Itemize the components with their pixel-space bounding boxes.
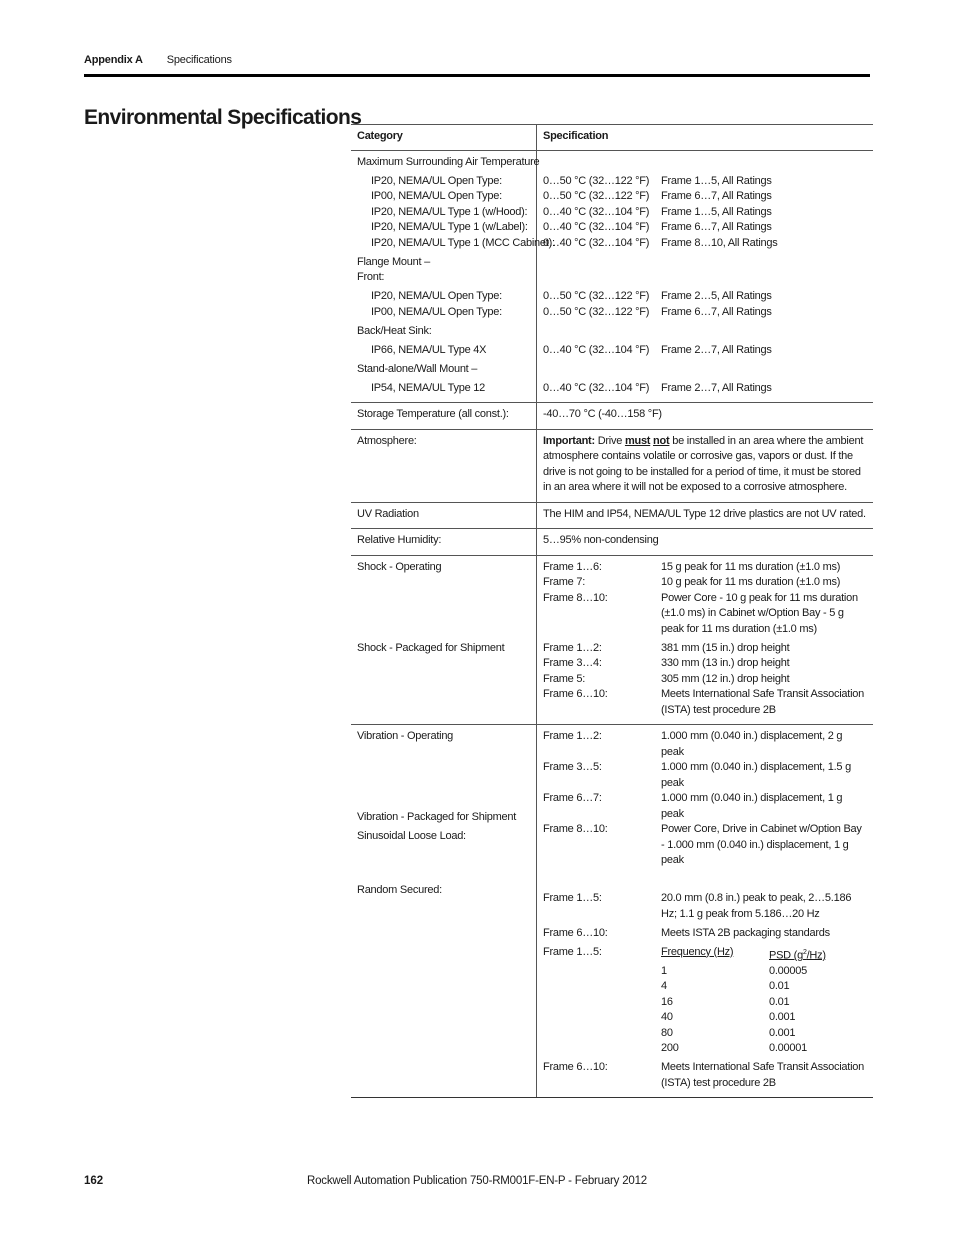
temp-spec-line: 0…50 °C (32…122 °F) Frame 2…5, All Ratings <box>543 290 772 302</box>
vibration-line: Frame 1…2: 1.000 mm (0.040 in.) displacement, 2 g peak <box>543 730 843 758</box>
uv-value: The HIM and IP54, NEMA/UL Type 12 drive plastics are not UV rated. <box>543 507 866 520</box>
page-number: 162 <box>84 1175 104 1187</box>
table-row-shock <box>351 556 873 726</box>
publication-footer: Rockwell Automation Publication 750-RM001F-EN-P - February 2012 <box>306 1175 648 1187</box>
vibration-line: Frame 6…10: Meets International Safe Transit Association (ISTA) test procedure 2B <box>543 1061 865 1089</box>
header-rule <box>84 74 870 77</box>
vibration-line: Frame 3…5: 1.000 mm (0.040 in.) displacement, 1.5 g peak <box>543 761 851 789</box>
running-header <box>84 54 232 66</box>
table-row-temperature <box>351 151 873 404</box>
header-chapter: Specifications <box>166 54 232 66</box>
vibration-spec-cell <box>537 725 873 1097</box>
header-section: Appendix A <box>84 54 143 66</box>
psd-table <box>661 945 867 1057</box>
specifications-table <box>351 124 873 1098</box>
sinusoidal-label: Sinusoidal Loose Load: <box>357 830 466 842</box>
vibration-line: Frame 8…10: Power Core, Drive in Cabinet w/Option Bay - 1.000 mm (0.040 in.) displacement, 1 g peak <box>543 823 862 866</box>
temp-spec-line: 0…50 °C (32…122 °F) Frame 6…7, All Ratings <box>543 190 772 202</box>
psd-row: 1 0.00005 <box>661 964 808 977</box>
table-row-uv <box>351 503 873 530</box>
temp-spec-line: 0…50 °C (32…122 °F) Frame 6…7, All Ratings <box>543 305 772 318</box>
storage-value: -40…70 °C (-40…158 °F) <box>543 408 662 420</box>
shock-line: Frame 8…10: Power Core - 10 g peak for 11 ms duration (±1.0 ms) in Cabinet w/Option Bay - 5 g peak for 11 ms duration (±1.0 ms) <box>543 591 858 635</box>
shock-line: Frame 6…10: Meets International Safe Transit Association (ISTA) test procedure 2B <box>543 688 865 716</box>
psd-row: 200 0.00001 <box>661 1042 808 1055</box>
psd-header: Frequency (Hz) PSD $(g^2/Hz)$ <box>661 945 826 962</box>
shock-shipment-label: Shock - Packaged for Shipment <box>357 641 505 654</box>
temperature-category-cell <box>351 151 555 403</box>
shock-spec-cell <box>537 556 873 725</box>
shock-line: Frame 7: 10 g peak for 11 ms duration (±1.0 ms) <box>543 576 841 588</box>
vibration-category-cell <box>351 725 537 1097</box>
uv-label: UV Radiation <box>351 503 537 529</box>
column-header-category: Category <box>351 125 537 150</box>
table-header-row <box>351 124 873 151</box>
random-secured-label: Random Secured: <box>357 883 442 896</box>
temp-label: IP20, NEMA/UL Open Type: <box>371 290 502 302</box>
temp-label: IP20, NEMA/UL Open Type: <box>371 174 502 187</box>
atmosphere-value: Important: Drive must not be installed in an area where the ambient atmosphere contains volatile or corrosive gas, vapors or dust. If the drive is not going to be installed for a period of time, it must be stored in an area where it will not be exposed to a corrosive atmosphere. <box>543 434 864 493</box>
temp-label: IP66, NEMA/UL Type 4X <box>371 343 487 356</box>
psd-row: 16 0.01 <box>661 995 790 1008</box>
temp-label: IP20, NEMA/UL Type 1 (w/Hood): <box>371 205 528 218</box>
random-secured-spec: Frame 1…5: Frequency (Hz) PSD $(g^2/Hz)$ 1 0.00005 4 0.01 16 0.01 40 0.001 80 0.001 200 0.00001 <box>543 945 867 1057</box>
temp-spec-line: 0…40 °C (32…104 °F) Frame 1…5, All Ratings <box>543 205 772 218</box>
humidity-label: Relative Humidity: <box>351 529 537 555</box>
standalone-title: Stand-alone/Wall Mount – <box>357 362 478 375</box>
vibration-line: Frame 6…10: Meets ISTA 2B packaging standards <box>543 926 830 939</box>
column-header-specification: Specification <box>543 130 609 142</box>
vibration-operating-label: Vibration - Operating <box>357 730 454 742</box>
shock-operating-label: Shock - Operating <box>357 560 442 573</box>
temp-spec-line: 0…50 °C (32…122 °F) Frame 1…5, All Ratings <box>543 174 772 187</box>
table-row-storage <box>351 403 873 430</box>
shock-line: Frame 1…2: 381 mm (15 in.) drop height <box>543 641 790 654</box>
vibration-line: Frame 6…7: 1.000 mm (0.040 in.) displacement, 1 g peak <box>543 792 843 820</box>
front-title: Front: <box>357 271 385 283</box>
vibration-shipment-label: Vibration - Packaged for Shipment <box>357 811 517 823</box>
temp-label: IP20, NEMA/UL Type 1 (MCC Cabinet): <box>371 236 555 249</box>
storage-label: Storage Temperature (all const.): <box>351 403 537 429</box>
temperature-spec-cell <box>537 151 873 403</box>
psd-row: 80 0.001 <box>661 1026 796 1039</box>
temp-spec-line: 0…40 °C (32…104 °F) Frame 2…7, All Ratings <box>543 343 772 356</box>
table-row-vibration <box>351 725 873 1098</box>
vibration-line: Frame 1…5: 20.0 mm (0.8 in.) peak to peak, 2…5.186 Hz; 1.1 g peak from 5.186…20 Hz <box>543 892 852 920</box>
temp-label: IP00, NEMA/UL Open Type: <box>371 305 502 318</box>
temp-spec-line: 0…40 °C (32…104 °F) Frame 2…7, All Ratings <box>543 381 772 394</box>
shock-line: Frame 5: 305 mm (12 in.) drop height <box>543 672 790 685</box>
temp-label: IP54, NEMA/UL Type 12 <box>371 381 485 394</box>
psd-row: 4 0.01 <box>661 980 790 993</box>
temperature-title: Maximum Surrounding Air Temperature <box>357 155 540 168</box>
page-title: Environmental Specifications <box>84 106 362 129</box>
important-label: Important: <box>543 434 595 447</box>
temp-spec-line: 0…40 °C (32…104 °F) Frame 8…10, All Ratings <box>543 236 778 249</box>
flange-mount-title: Flange Mount – <box>357 255 430 268</box>
humidity-value: 5…95% non-condensing <box>543 534 659 546</box>
temp-label: IP20, NEMA/UL Type 1 (w/Label): <box>371 221 528 233</box>
back-heat-sink-title: Back/Heat Sink: <box>357 324 432 337</box>
table-row-humidity <box>351 529 873 556</box>
psd-row: 40 0.001 <box>661 1011 796 1024</box>
table-row-atmosphere <box>351 430 873 503</box>
temp-spec-line: 0…40 °C (32…104 °F) Frame 6…7, All Ratings <box>543 221 772 233</box>
shock-line: Frame 3…4: 330 mm (13 in.) drop height <box>543 657 790 669</box>
atmosphere-label: Atmosphere: <box>351 430 537 502</box>
shock-line: Frame 1…6: 15 g peak for 11 ms duration (±1.0 ms) <box>543 560 841 573</box>
temp-label: IP00, NEMA/UL Open Type: <box>371 190 502 202</box>
shock-category-cell <box>351 556 537 725</box>
